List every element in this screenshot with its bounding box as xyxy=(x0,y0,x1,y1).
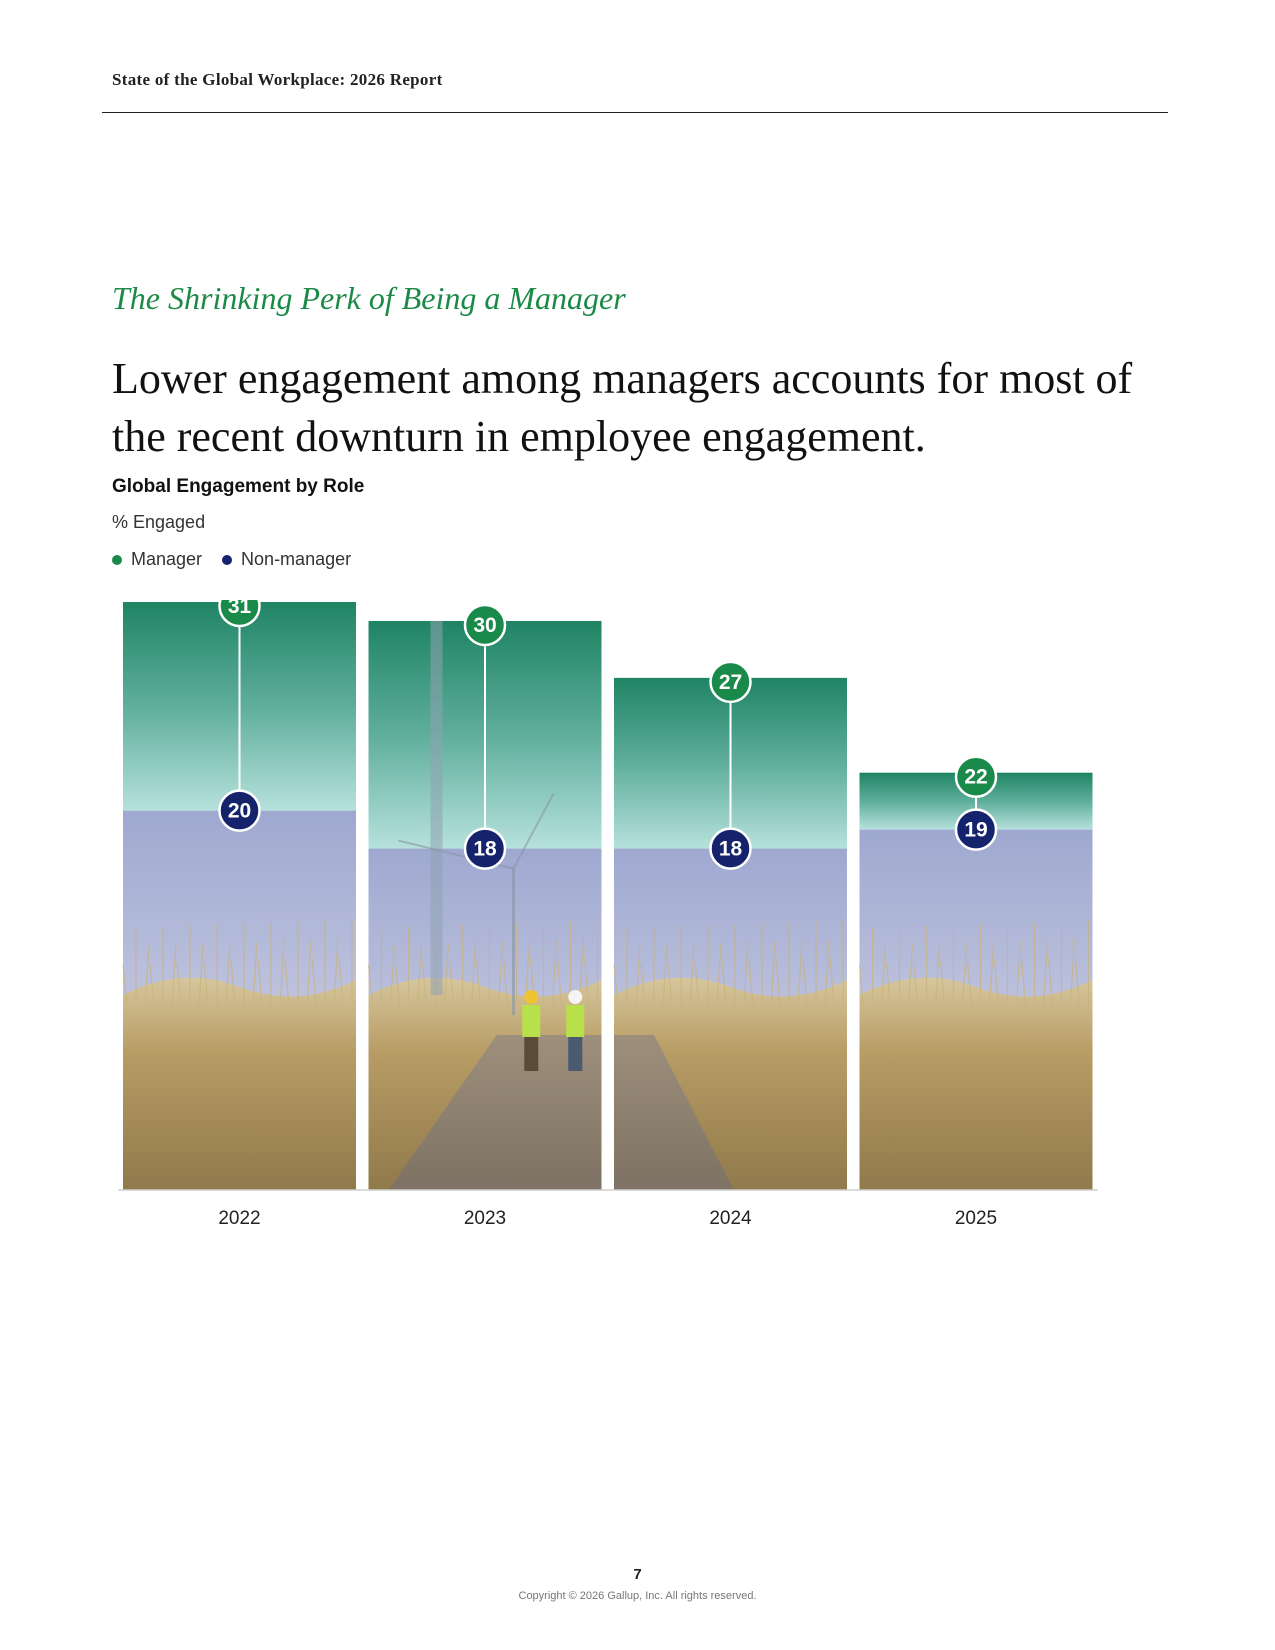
hard-hat-icon xyxy=(524,990,538,1004)
label-manager-2025: 22 xyxy=(964,765,988,789)
x-tick-label-2024: 2024 xyxy=(709,1208,752,1229)
label-manager-2023: 30 xyxy=(473,613,497,637)
legend-label-non-manager: Non-manager xyxy=(241,549,352,569)
header-divider xyxy=(102,112,1168,113)
label-non-manager-2022: 20 xyxy=(227,799,252,823)
worker-figure-icon xyxy=(566,1005,584,1037)
grass-field-2025 xyxy=(860,978,1093,1190)
grass-field-2022 xyxy=(123,978,356,1190)
legend-item-non-manager xyxy=(222,549,351,570)
legend-dot-non-manager xyxy=(222,555,232,565)
hard-hat-icon xyxy=(568,990,582,1004)
x-tick-label-2025: 2025 xyxy=(954,1208,998,1229)
chart-legend xyxy=(112,549,371,570)
report-header-title: State of the Global Workplace: 2026 Report xyxy=(112,70,443,89)
chart-y-label: % Engaged xyxy=(112,512,206,532)
page-number: 7 xyxy=(633,1566,642,1583)
label-non-manager-2025: 19 xyxy=(964,818,988,842)
x-tick-label-2022: 2022 xyxy=(218,1208,261,1229)
section-subhead: The Shrinking Perk of Being a Manager xyxy=(112,280,626,316)
label-non-manager-2023: 18 xyxy=(473,837,497,861)
chart-title: Global Engagement by Role xyxy=(112,476,365,497)
legend-item-manager xyxy=(112,549,202,570)
section-headline: Lower engagement among managers accounts for most of the recent downturn in employee engagement. xyxy=(112,354,1133,461)
worker-figure-icon xyxy=(522,1005,540,1037)
worker-legs xyxy=(524,1037,538,1071)
engagement-chart xyxy=(0,600,1275,1240)
label-non-manager-2024: 18 xyxy=(718,837,743,861)
worker-legs xyxy=(568,1037,582,1071)
wind-turbine-icon xyxy=(431,621,443,995)
label-manager-2024: 27 xyxy=(718,670,743,694)
legend-label-manager: Manager xyxy=(131,549,203,569)
label-manager-2022: 31 xyxy=(227,600,252,618)
legend-dot-manager xyxy=(112,555,122,565)
x-tick-label-2023: 2023 xyxy=(463,1208,507,1229)
copyright-text: Copyright © 2026 Gallup, Inc. All rights reserved. xyxy=(518,1590,757,1602)
